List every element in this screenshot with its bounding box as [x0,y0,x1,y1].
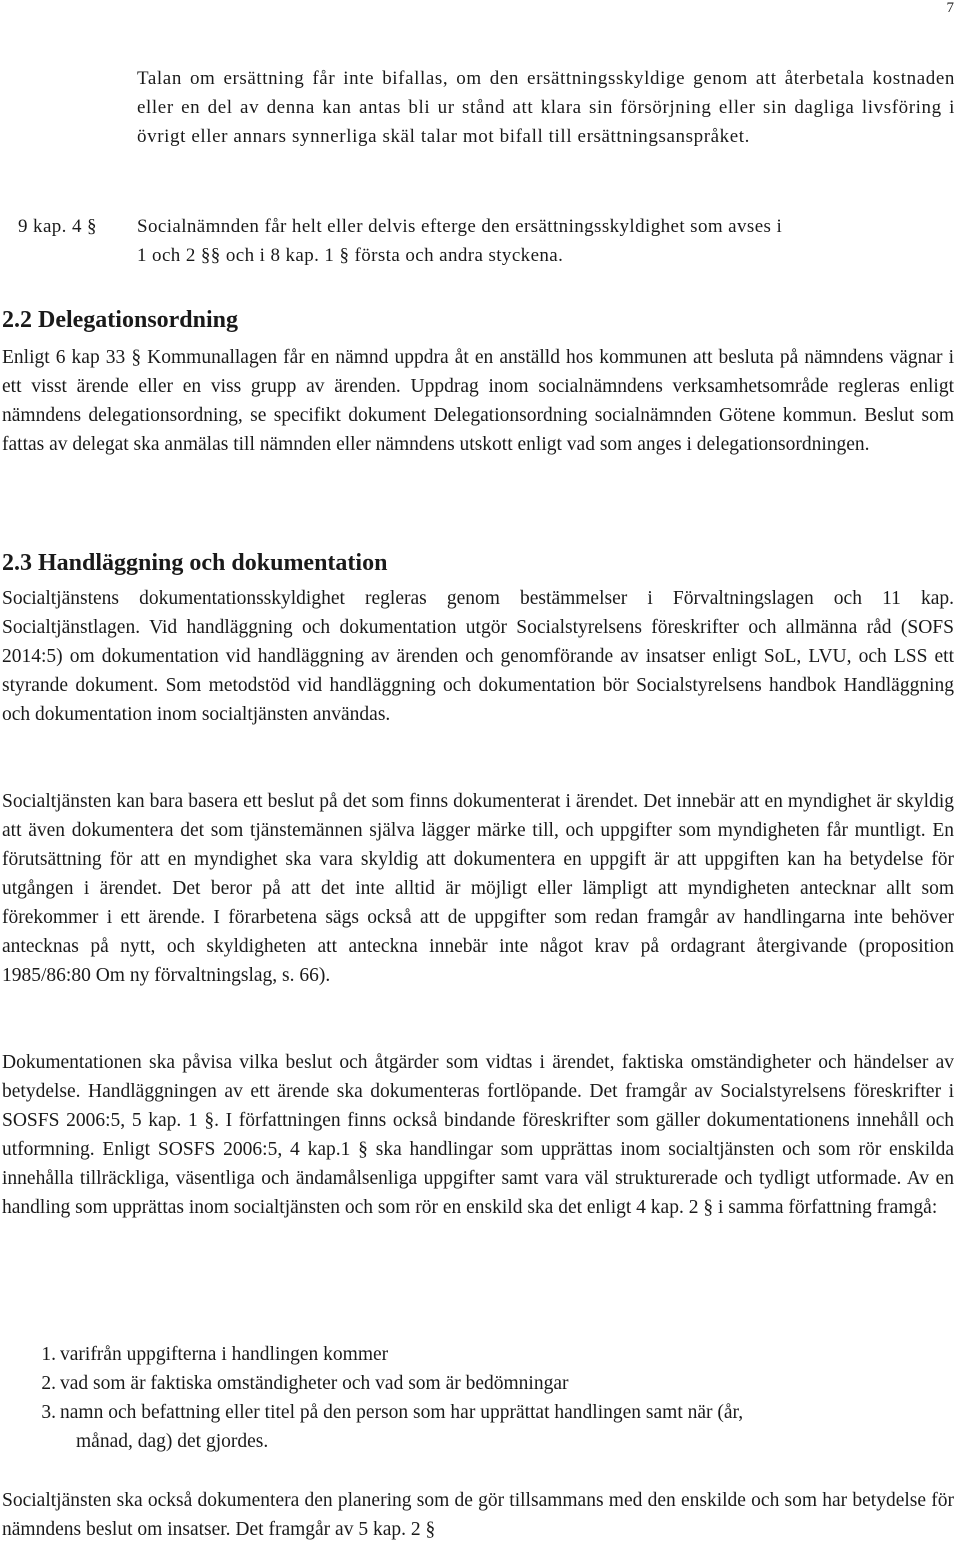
list-item [2,1398,954,1456]
list-text: vad som är faktiska omständigheter och vad som är bedömningar [60,1373,569,1394]
section-heading-handlaggning: 2.3 Handläggning och dokumentation [2,550,388,576]
page-number: 7 [946,0,954,16]
documentation-paragraph-2: Socialtjänsten kan bara basera ett beslut på det som finns dokumenterat i ärendet. Det innebär att en myndighet är skyldig att även dokumentera det som tjänstemännen själva lägger märke till, och uppgifter som myndigheten får muntligt. En förutsättning för att en myndighet ska vara skyldig att dokumentera en uppgift är att uppgiften kan ha betydelse för utgången i ärendet. Det beror på att det inte alltid är möjligt eller lämpligt att myndigheten antecknar allt som förekommer i ett ärende. I förarbetena sägs också att de uppgifter som redan framgår av handlingarna inte behöver antecknas på nytt, och skyldigheten att anteckna innebär inte något krav på ordagrant återgivande (proposition 1985/86:80 Om ny förvaltningslag, s. 66). [2,791,954,986]
documentation-paragraph-3: Dokumentationen ska påvisa vilka beslut och åtgärder som vidtas i ärendet, faktiska omständigheter och händelser av betydelse. Handläggningen av ett ärende ska dokumenteras fortlöpande. Det framgår av Socialstyrelsens föreskrifter i SOSFS 2006:5, 5 kap. 1 §. I författningen finns också bindande föreskrifter som gäller dokumentationens innehåll och utformning. Enligt SOSFS 2006:5, 4 kap.1 § ska handlingar som upprättas inom socialtjänsten och som rör enskilda innehålla tillräckliga, väsentliga och ändamålsenliga uppgifter samt vara väl strukturerade och tydligt utformade. Av en handling som upprättas inom socialtjänsten och som rör en enskild ska det enligt 4 kap. 2 § i samma författning framgå: [2,1052,954,1218]
documentation-paragraph-1: Socialtjänstens dokumentationsskyldighet regleras genom bestämmelser i Förvaltningslagen och 11 kap. Socialtjänstlagen. Vid handläggning och dokumentation utgör Socialstyrelsens föreskrifter och allmänna råd (SOFS 2014:5) om dokumentation vid handläggning av ärenden och genomförande av insatser enligt SoL, LVU, och LSS ett styrande dokument. Som metodstöd vid handläggning och dokumentation bör Socialstyrelsens handbok Handläggning och dokumentation inom socialtjänsten användas. [2,588,954,725]
list-text: varifrån uppgifterna i handlingen kommer [60,1344,389,1365]
law-text [137,212,955,270]
list-number: 2. [41,1373,56,1394]
law-text-line-1: Socialnämnden får helt eller delvis efterge den ersättningsskyldighet som avses i [137,216,783,237]
section-heading-delegationsordning: 2.2 Delegationsordning [2,307,239,333]
law-text-line-2: 1 och 2 §§ och i 8 kap. 1 § första och andra styckena. [137,245,564,266]
list-number: 1. [41,1344,56,1365]
list-text-wrap [60,1398,954,1456]
documentation-paragraph-4: Socialtjänsten ska också dokumentera den planering som de gör tillsammans med den enskilde och som har betydelse för nämndens beslut om insatser. Det framgår av 5 kap. 2 § [2,1490,954,1540]
list-item [2,1369,954,1398]
list-item [2,1340,954,1369]
law-reference: 9 kap. 4 § [18,216,97,237]
list-text: namn och befattning eller titel på den person som har upprättat handlingen samt när (år, [60,1402,744,1423]
list-number: 3. [41,1402,56,1423]
delegation-paragraph: Enligt 6 kap 33 § Kommunallagen får en nämnd uppdra åt en anställd hos kommunen att besluta på nämndens vägnar i ett visst ärende eller en viss grupp av ärenden. Uppdrag inom socialnämndens verksamhetsområde regleras enligt nämndens delegationsordning, se specifikt dokument Delegationsordning socialnämnden Götene kommun. Beslut som fattas av delegat ska anmälas till nämnden eller nämndens utskott enligt vad som anges i delegationsordningen. [2,347,954,455]
requirements-list [2,1340,954,1456]
quoted-law-text: Talan om ersättning får inte bifallas, om den ersättningsskyldige genom att återbetala kostnaden eller en del av denna kan antas bli ur stånd att klara sin försörjning eller sin dagliga livsföring i övrigt eller annars synnerliga skäl talar mot bifall till ersättningsanspråket. [137,68,955,147]
list-text-continuation: månad, dag) det gjordes. [76,1431,269,1452]
